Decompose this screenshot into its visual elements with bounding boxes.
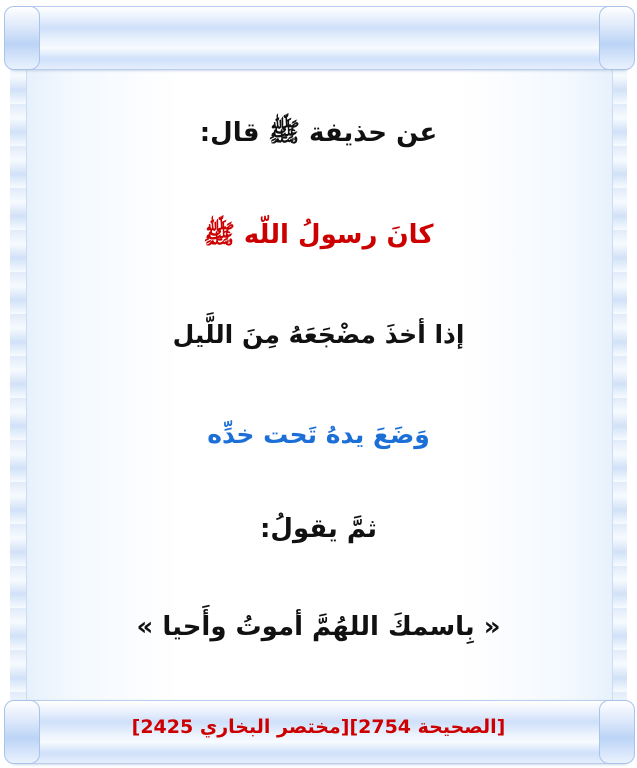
scroll-top-right-curl [599, 6, 635, 70]
text-line-when: إذا أخذَ مضْجَعَهُ مِنَ اللَّيل [172, 320, 465, 349]
document-body [46, 66, 591, 706]
scroll-top-left-curl [4, 6, 40, 70]
scroll-graphic [8, 6, 629, 762]
text-line-action: وَضَعَ يدهُ تَحت خدِّه [207, 420, 430, 449]
text-line-messenger: كانَ رسولُ اللّه ﷺ [203, 220, 434, 250]
scroll-top-roll [8, 6, 631, 70]
text-line-dua: « بِاسمكَ اللهُمَّ أموتُ وأَحيا » [136, 612, 501, 642]
text-line-narrator: عن حذيفة ﷺ قال: [199, 118, 438, 148]
text-line-then: ثمَّ يقولُ: [260, 514, 377, 544]
source-reference: [الصحيحة 2754][مختصر البخاري 2425] [131, 716, 506, 738]
